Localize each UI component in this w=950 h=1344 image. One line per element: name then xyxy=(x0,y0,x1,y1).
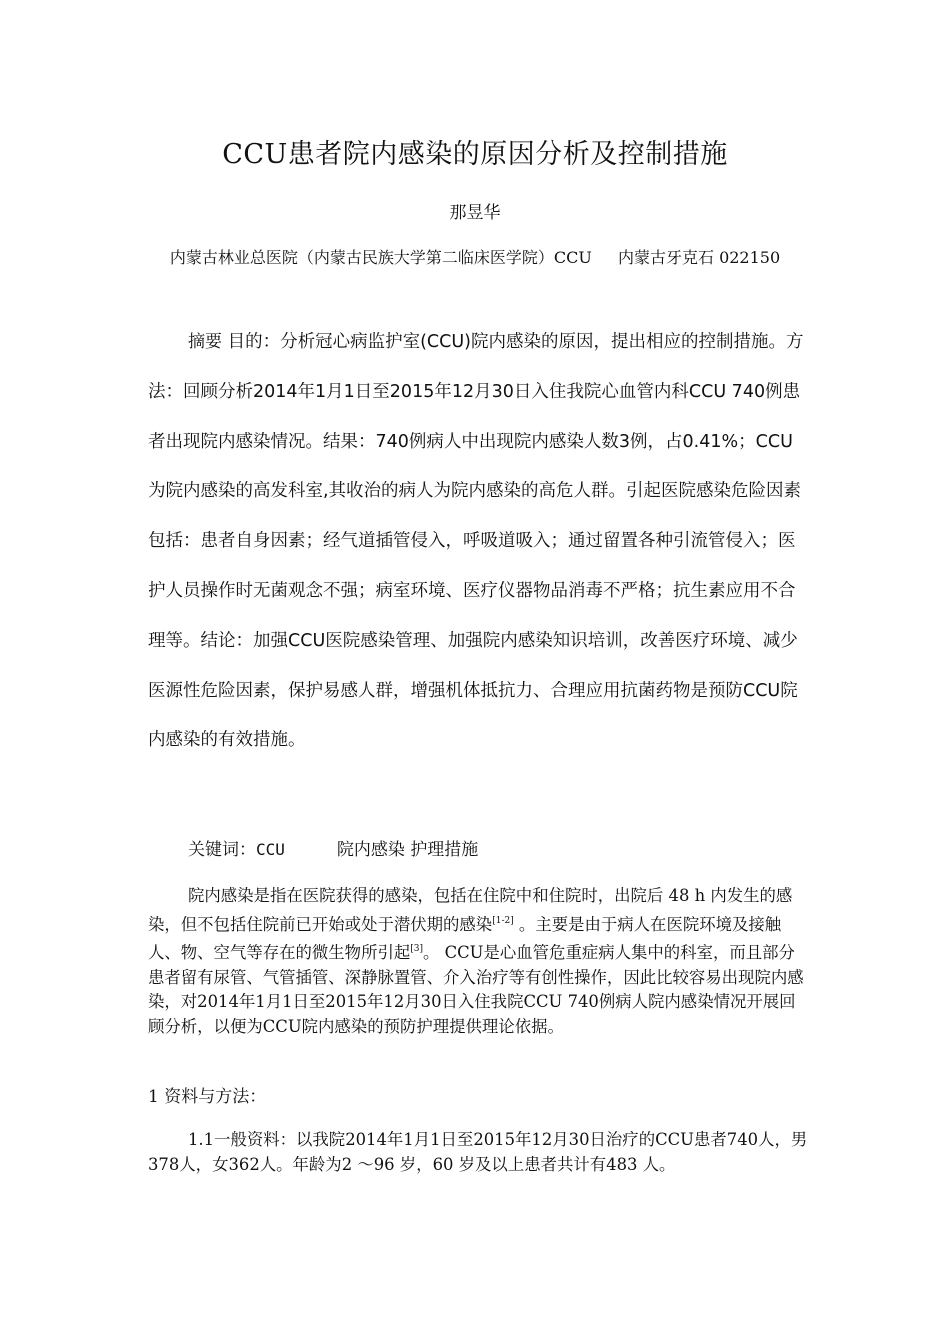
author-affiliation: 内蒙古林业总医院（内蒙古民族大学第二临床医学院）CCU 内蒙古牙克石 022150 xyxy=(169,248,781,267)
paper-title: CCU患者院内感染的原因分析及控制措施 xyxy=(222,139,728,170)
intro-text-1: 院内感染是指在医院获得的感染，包括在住院中和住院时，出院后 48 h 内发生的感染，但不包括住院前已开始或处于潜伏期的感染 xyxy=(148,886,793,934)
keyword-item: 院内感染 xyxy=(336,840,405,860)
keyword-item: 护理措施 xyxy=(410,840,479,860)
section-heading: 1 资料与方法： xyxy=(148,1087,267,1107)
keyword-item: CCU xyxy=(256,840,285,859)
keywords xyxy=(188,835,808,860)
abstract-text: 目的：分析冠心病监护室(CCU)院内感染的原因，提出相应的控制措施。方法：回顾分析2014年1月1日至2015年12月30日入住我院心血管内科CCU 740例患者出现院内感染情况。结果：740例病人中出现院内感染人数3例，占0.41%；CCU为院内感染的高发科室,其收治的病人为院内感染的高危人群。引起医院感染危险因素包括：患者自身因素；经气道插管侵入，呼吸道吸入；通过留置各种引流管侵入；医护人员操作时无菌观念不强；病室环境、医疗仪器物品消毒不严格；抗生素应用不合理等。结论：加强CCU医院感染管理、加强院内感染知识培训，改善医疗环境、减少医源性危险因素，保护易感人群，增强机体抵抗力、合理应用抗菌药物是预防CCU院内感染的有效措施。 xyxy=(148,332,804,751)
subsection-text: 1.1一般资料：以我院2014年1月1日至2015年12月30日治疗的CCU患者740人，男378人，女362人。年龄为2 ～96 岁，60 岁及以上患者共计有483 人。 xyxy=(148,1130,808,1174)
citation-ref: [1-2] xyxy=(492,915,514,926)
abstract-label: 摘要 xyxy=(188,332,222,352)
intro-text-3: 。 CCU是心血管危重症病人集中的科室，而且部分患者留有尿管、气管插管、深静脉置管、介入治疗等有创性操作，因此比较容易出现院内感染，对2014年1月1日至2015年12月30日入住我院CCU 740例病人院内感染情况开展回顾分析，以便为CCU院内感染的预防护理提供理论依据。 xyxy=(148,943,804,1036)
citation-ref: [3] xyxy=(410,944,423,955)
keywords-label: 关键词： xyxy=(188,840,256,860)
author-name: 那昱华 xyxy=(449,203,501,223)
intro-text-2: 。主要是由于病人在医院环境及接触人、物、空气等存在的微生物所引起 xyxy=(148,914,782,963)
intro-paragraph xyxy=(148,884,808,1040)
subsection-paragraph xyxy=(148,1128,808,1177)
abstract xyxy=(148,318,806,766)
